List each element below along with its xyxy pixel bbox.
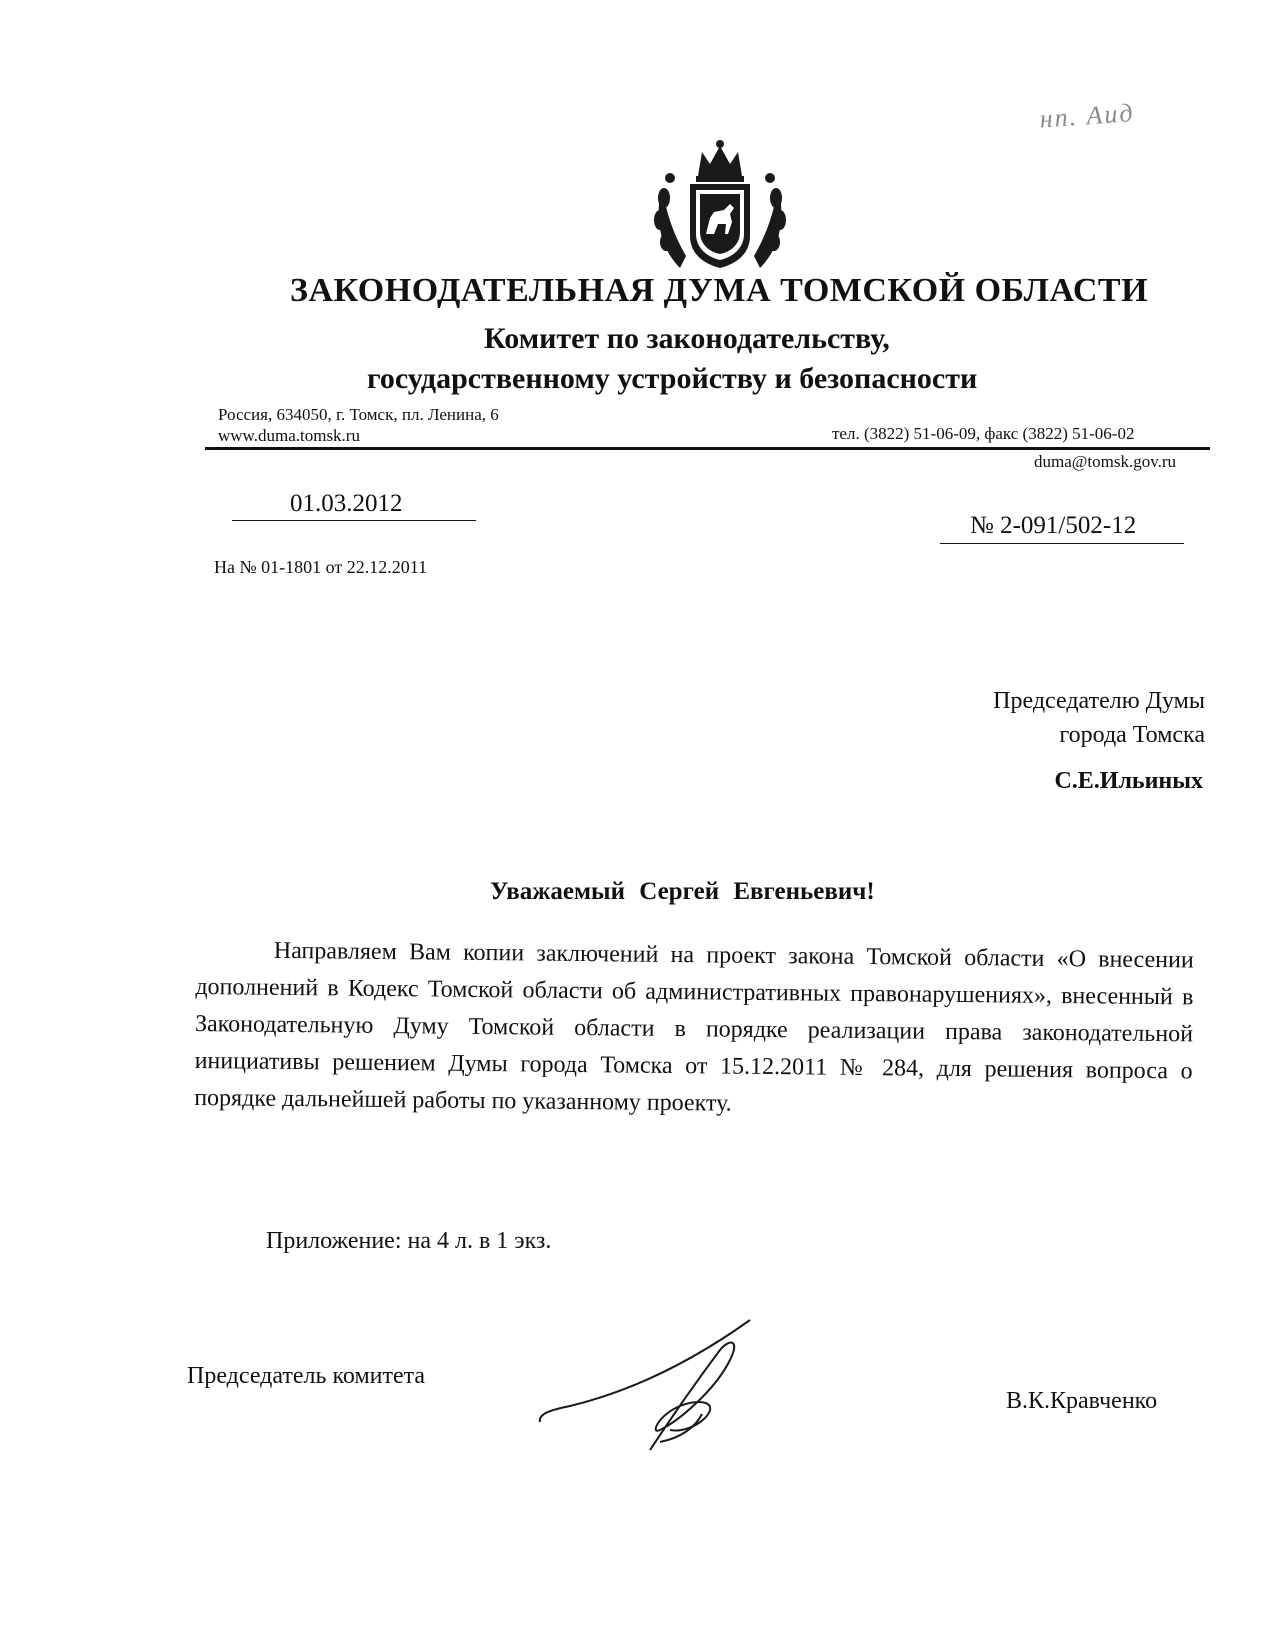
- phone-fax: тел. (3822) 51-06-09, факс (3822) 51-06-02: [832, 424, 1135, 443]
- committee-name-line2: государственному устройству и безопасности: [367, 362, 978, 395]
- email-link[interactable]: duma@tomsk.gov.ru: [1034, 452, 1177, 471]
- signatory-name: В.К.Кравченко: [1006, 1388, 1158, 1414]
- coat-of-arms-emblem: [640, 138, 800, 273]
- website-link[interactable]: www.duma.tomsk.ru: [218, 426, 360, 445]
- recipient-line1: Председателю Думы: [993, 688, 1205, 714]
- letter-number: № 2-091/502-12: [970, 512, 1137, 539]
- committee-name-line1: Комитет по законодательству,: [484, 322, 890, 355]
- recipient-name: С.Е.Ильиных: [1054, 768, 1203, 794]
- number-underline: [940, 543, 1184, 544]
- recipient-line2: города Томска: [1059, 722, 1205, 748]
- letter-body: [194, 932, 1194, 1127]
- letter-body-text: Направляем Вам копии заключений на проект закона Томской области «О внесении дополнений в Кодекс Томской области об административных правонарушениях», внесенный в Законодательную Думу Томской области в порядке реализации права законодательной инициативы решением Думы города Томска от 15.12.2011 № 284, для решения вопроса о порядке дальнейшей работы по указанному проекту.: [194, 937, 1194, 1117]
- postal-address: Россия, 634050, г. Томск, пл. Ленина, 6: [218, 405, 499, 424]
- reference-number: На № 01-1801 от 22.12.2011: [214, 557, 428, 577]
- organization-title: ЗАКОНОДАТЕЛЬНАЯ ДУМА ТОМСКОЙ ОБЛАСТИ: [290, 272, 1149, 309]
- signatory-position: Председатель комитета: [187, 1363, 426, 1389]
- date-underline: [232, 520, 476, 521]
- attachment-note: Приложение: на 4 л. в 1 экз.: [266, 1228, 552, 1254]
- handwritten-note: нп. Аид: [1038, 98, 1136, 134]
- header-divider: [205, 447, 1210, 450]
- handwritten-signature: [530, 1310, 780, 1460]
- salutation: Уважаемый Сергей Евгеньевич!: [490, 878, 875, 905]
- letter-date: 01.03.2012: [290, 490, 403, 517]
